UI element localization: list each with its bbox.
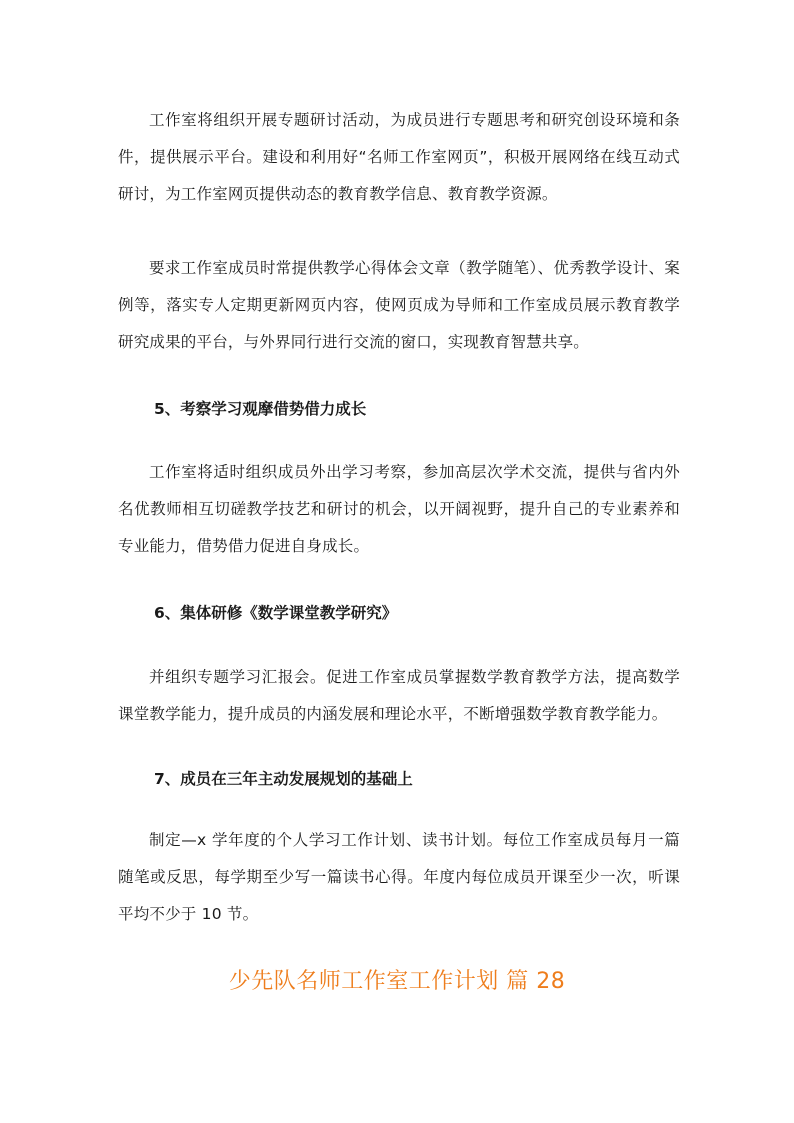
section-heading-7: 7、成员在三年主动发展规划的基础上 (154, 770, 413, 788)
section-body-6: 并组织专题学习汇报会。促进工作室成员掌握数学教育教学方法，提高数学课堂教学能力，提升成员的内涵发展和理论水平，不断增强数学教育教学能力。 (118, 668, 680, 723)
section-body-5: 工作室将适时组织成员外出学习考察，参加高层次学术交流，提供与省内外名优教师相互切磋教学技艺和研讨的机会，以开阔视野，提升自己的专业素养和专业能力，借势借力促进自身成长。 (118, 463, 680, 555)
paragraph-seminar-activities: 工作室将组织开展专题研讨活动，为成员进行专题思考和研究创设环境和条件，提供展示平台。建设和利用好“名师工作室网页”，积极开展网络在线互动式研讨，为工作室网页提供动态的教育教学信息、教育教学资源。 (118, 111, 680, 203)
section-heading-5: 5、考察学习观摩借势借力成长 (154, 400, 367, 418)
next-article-title: 少先队名师工作室工作计划 篇 28 (228, 969, 566, 994)
section-body-7: 制定—x 学年度的个人学习工作计划、读书计划。每位工作室成员每月一篇随笔或反思，每学期至少写一篇读书心得。年度内每位成员开课至少一次，听课平均不少于 10 节。 (118, 831, 680, 923)
paragraph-member-contributions: 要求工作室成员时常提供教学心得体会文章（教学随笔）、优秀教学设计、案例等，落实专人定期更新网页内容，使网页成为导师和工作室成员展示教育教学研究成果的平台，与外界同行进行交流的窗口，实现教育智慧共享。 (118, 259, 680, 351)
section-heading-6: 6、集体研修《数学课堂教学研究》 (154, 604, 398, 622)
